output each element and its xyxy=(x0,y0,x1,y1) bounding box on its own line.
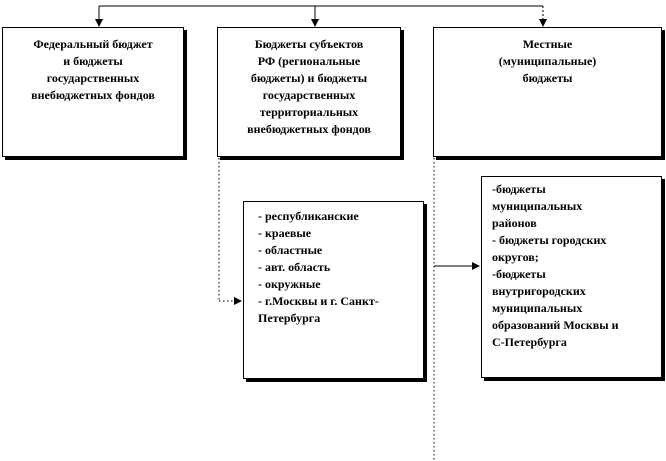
local-budget-label: Местные (муниципальные) бюджеты xyxy=(498,37,597,85)
federal-budget-label: Федеральный бюджет и бюджеты государственных внебюджетных фондов xyxy=(31,37,155,102)
municipal-budgets-list: -бюджеты муниципальных районов - бюджеты городских округов; -бюджеты внутригородских муниципальных образований Москвы и С-Петербурга xyxy=(492,182,619,349)
regional-budget-box xyxy=(217,27,401,157)
subject-budgets-box xyxy=(243,201,424,379)
regional-budget-label: Бюджеты субъектов РФ (региональные бюджеты) и бюджеты государственных территориальных внебюджетных фондов xyxy=(247,37,371,136)
local-budget-box xyxy=(433,27,662,157)
federal-budget-box xyxy=(2,27,184,157)
subject-budgets-list: - республиканские - краевые - областные - авт. область - окружные - г.Москвы и г. Санкт- Петербурга xyxy=(258,209,379,325)
municipal-budgets-box xyxy=(481,176,662,378)
